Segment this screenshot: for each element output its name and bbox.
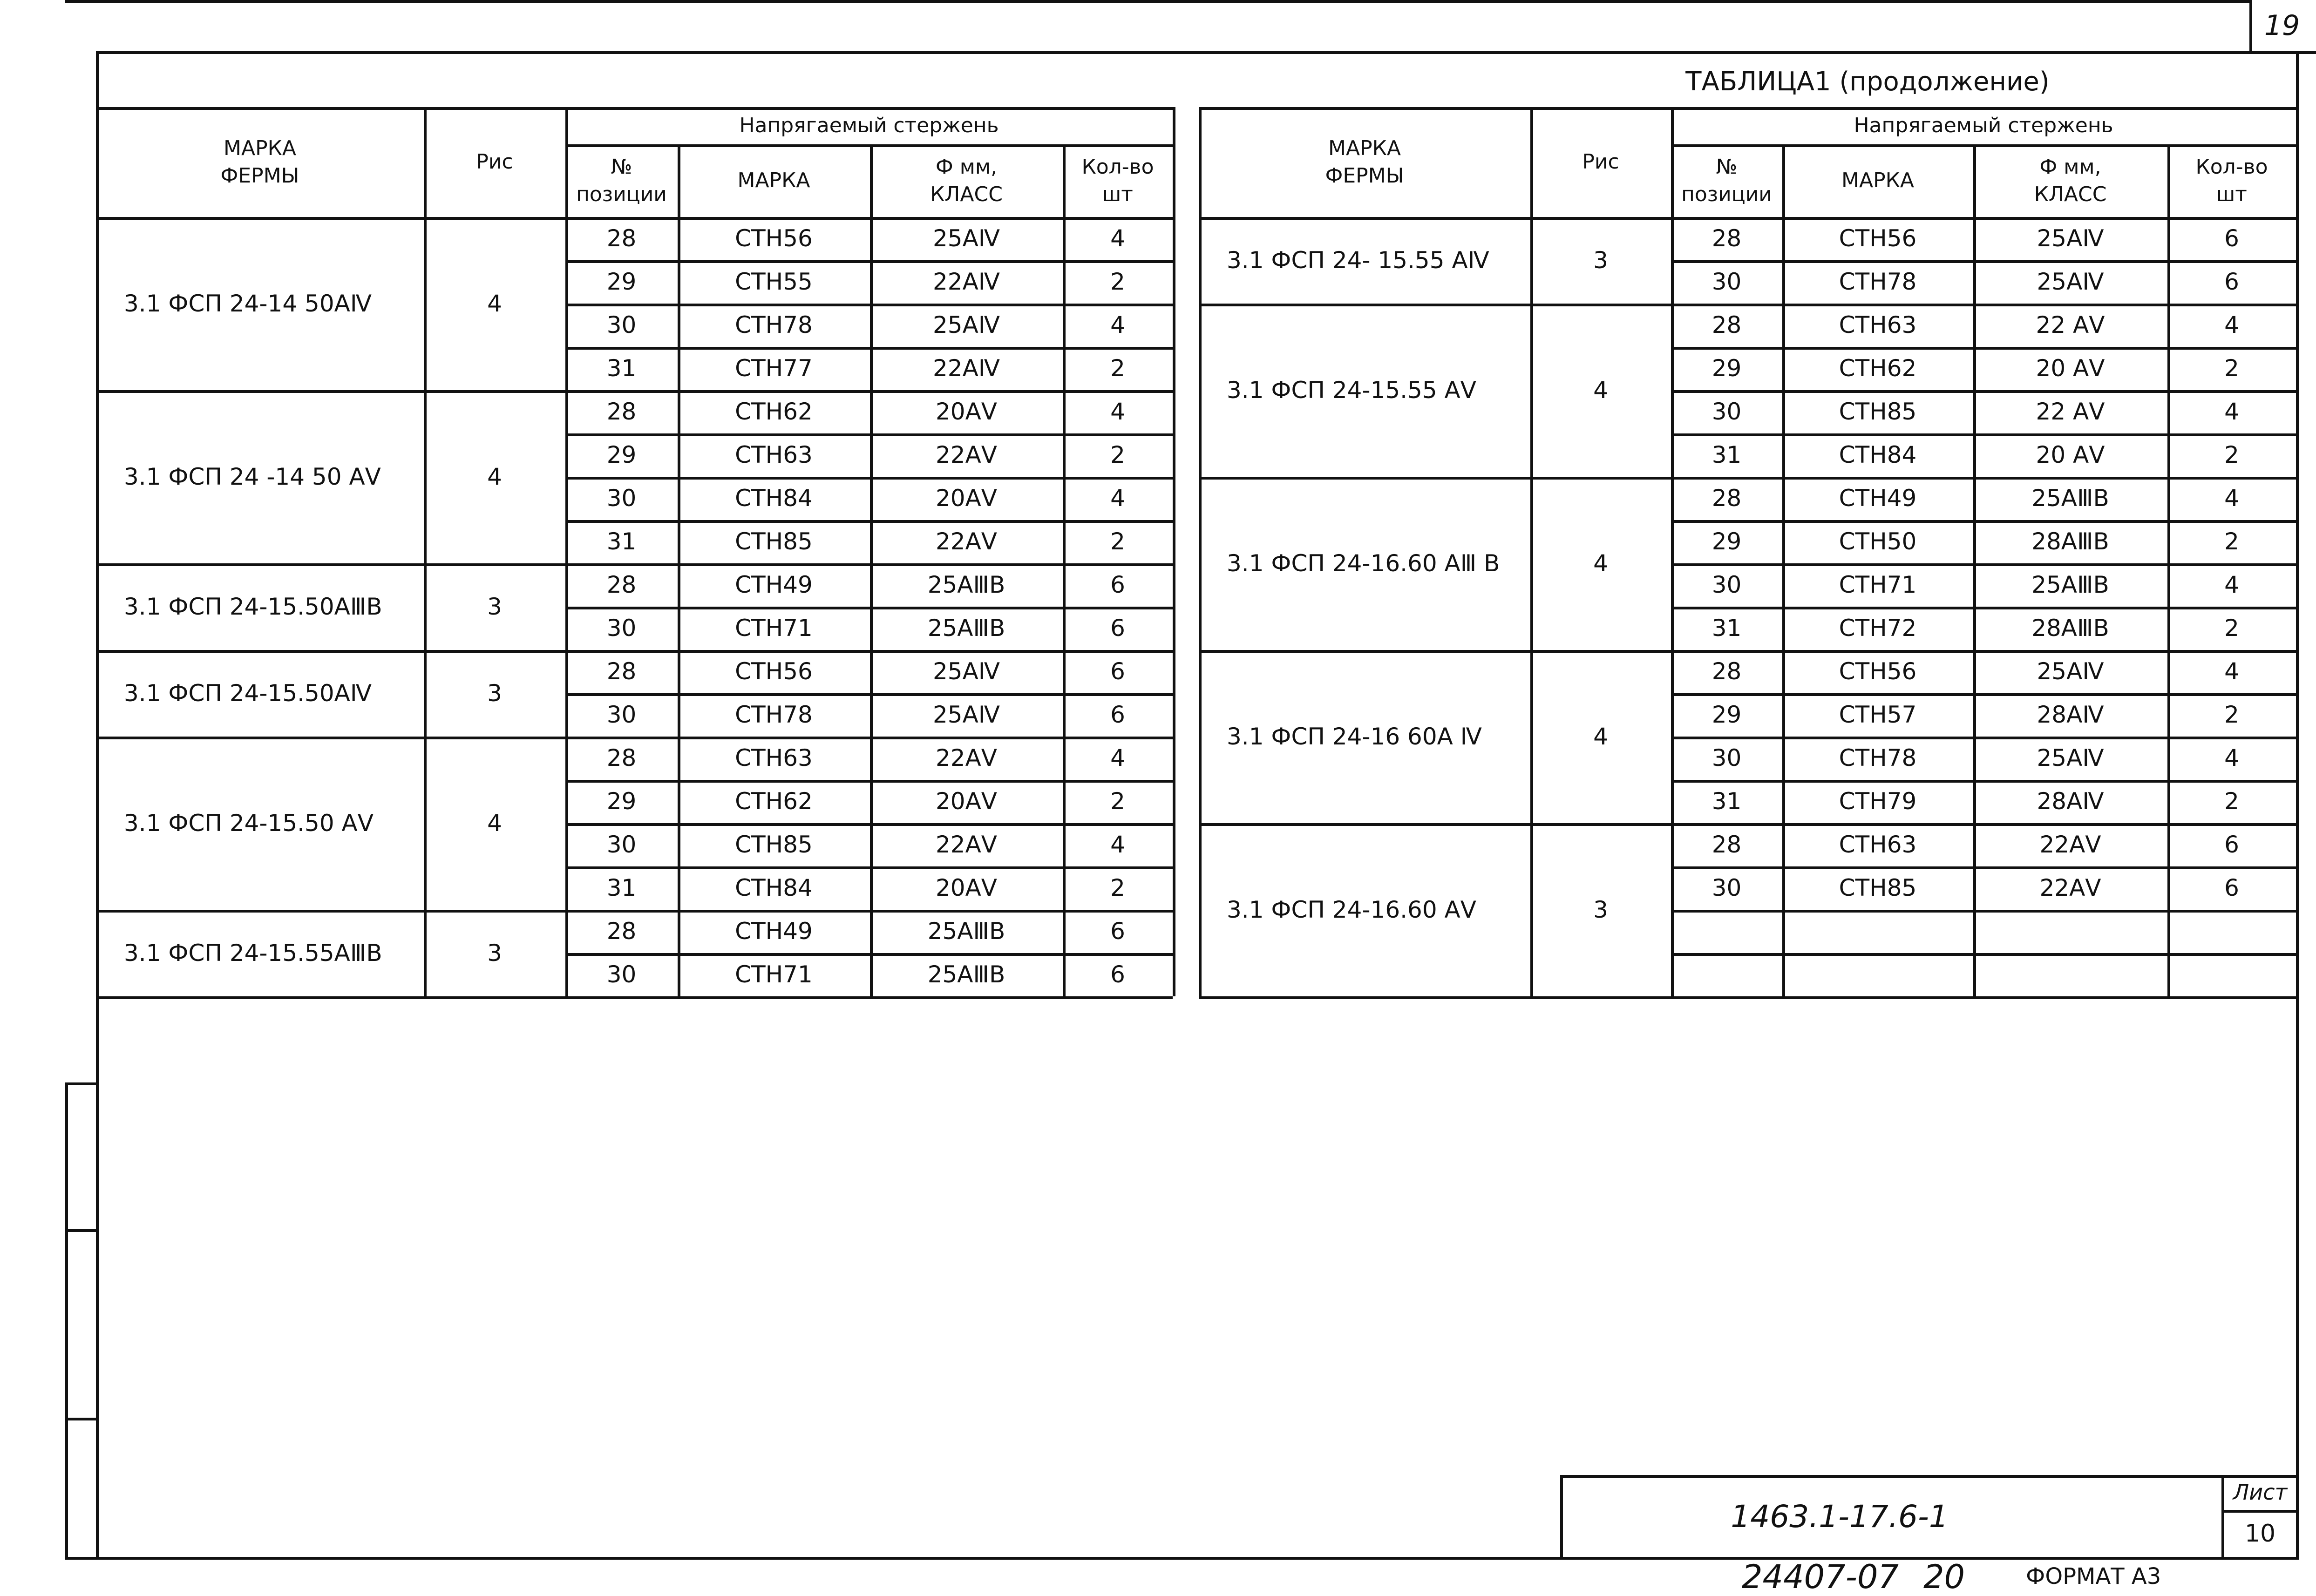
left-table-header-quantity: Кол-во шт	[1081, 155, 1154, 206]
left-table-header-rod-mark: МАРКА	[737, 169, 810, 193]
rod-mark: СТН85	[1839, 874, 1917, 901]
left-table-row-divider	[565, 866, 1173, 869]
quantity: 4	[1110, 831, 1125, 858]
rod-mark: СТН49	[735, 918, 813, 945]
frame-top	[96, 51, 2299, 54]
left-table-header-mark: МАРКА ФЕРМЫ	[220, 136, 299, 188]
rod-mark: СТН50	[1839, 528, 1917, 555]
position-number: 31	[1712, 788, 1742, 815]
diameter-class: 20АⅤ	[935, 874, 998, 901]
quantity: 4	[1110, 485, 1125, 512]
diameter-class: 28АⅢВ	[2031, 615, 2109, 642]
truss-mark: 3.1 ФСП 24- 15.55 АⅣ	[1227, 246, 1489, 274]
diameter-class: 25АⅢВ	[927, 615, 1005, 642]
rod-mark	[1782, 910, 1973, 953]
truss-mark: 3.1 ФСП 24-15.55АⅢВ	[124, 939, 382, 967]
rod-mark: СТН49	[735, 571, 813, 598]
diameter-class: 25АⅣ	[933, 658, 1000, 685]
left-table-row-divider	[565, 953, 1173, 956]
right-table-group-divider	[1199, 650, 2296, 653]
rod-mark: СТН77	[735, 355, 813, 382]
truss-mark: 3.1 ФСП 24-15.50АⅣ	[124, 679, 372, 707]
left-table-row-divider	[565, 520, 1173, 523]
right-table-header-quantity: Кол-во шт	[2195, 155, 2268, 206]
right-table-bottom	[1199, 996, 2296, 999]
right-table-header-diameter: Ф мм, КЛАСС	[2034, 155, 2107, 206]
diameter-class: 25АⅣ	[933, 225, 1000, 252]
rod-mark: СТН49	[1839, 485, 1917, 512]
page-number-box-left	[2249, 0, 2252, 51]
position-number: 28	[606, 918, 637, 945]
right-table-row-divider	[1671, 866, 2296, 869]
quantity: 2	[2224, 355, 2239, 382]
sheet-number: 10	[2244, 1520, 2276, 1548]
right-table-row-divider	[1671, 737, 2296, 739]
diameter-class: 22АⅤ	[935, 744, 998, 771]
position-number: 30	[606, 701, 637, 728]
truss-mark: 3.1 ФСП 24-15.50АⅢВ	[124, 593, 382, 620]
figure-number: 4	[487, 463, 502, 490]
left-table-group-divider	[96, 650, 1173, 653]
diameter-class: 22АⅤ	[2039, 831, 2101, 858]
right-table-row-divider	[1671, 520, 2296, 523]
position-number: 29	[1712, 701, 1742, 728]
diameter-class: 28АⅣ	[2037, 701, 2104, 728]
position-number: 28	[606, 571, 637, 598]
quantity: 2	[1110, 788, 1125, 815]
quantity: 2	[1110, 874, 1125, 901]
right-table-group-divider	[1199, 477, 2296, 480]
quantity: 6	[1110, 658, 1125, 685]
binding-strip-top	[65, 1082, 98, 1085]
position-number: 30	[1712, 398, 1742, 425]
quantity: 6	[1110, 918, 1125, 945]
diameter-class: 22 АⅤ	[2036, 311, 2105, 338]
inventory-suffix: 20	[1923, 1558, 1965, 1596]
quantity: 6	[1110, 701, 1125, 728]
quantity: 2	[1110, 528, 1125, 555]
position-number: 30	[606, 311, 637, 338]
position-number: 28	[606, 225, 637, 252]
left-table-header-diameter: Ф мм, КЛАСС	[930, 155, 1003, 206]
position-number: 30	[1712, 268, 1742, 295]
figure-number: 4	[487, 290, 502, 317]
position-number: 28	[606, 744, 637, 771]
position-number: 28	[1712, 485, 1742, 512]
rod-mark: СТН63	[1839, 831, 1917, 858]
rod-mark: СТН84	[735, 485, 813, 512]
diameter-class: 22АⅤ	[935, 441, 998, 468]
position-number: 30	[606, 831, 637, 858]
quantity: 4	[1110, 311, 1125, 338]
position-number: 29	[1712, 528, 1742, 555]
quantity: 6	[1110, 615, 1125, 642]
diameter-class: 25АⅣ	[933, 701, 1000, 728]
position-number: 28	[1712, 831, 1742, 858]
diameter-class: 25АⅢВ	[927, 961, 1005, 988]
left-table-group-divider	[96, 737, 1173, 739]
diameter-class: 20 АⅤ	[2036, 441, 2105, 468]
right-table-group-divider	[1199, 823, 2296, 826]
diameter-class: 28АⅣ	[2037, 788, 2104, 815]
diameter-class: 25АⅣ	[2037, 658, 2104, 685]
document-code: 1463.1-17.6-1	[1731, 1499, 1949, 1535]
left-table-right	[1173, 107, 1175, 996]
position-number: 31	[1712, 441, 1742, 468]
rod-mark: СТН84	[1839, 441, 1917, 468]
right-table-row-divider	[1671, 347, 2296, 350]
position-number: 28	[1712, 225, 1742, 252]
quantity: 6	[2224, 268, 2239, 295]
position-number: 31	[606, 528, 637, 555]
diameter-class: 25АⅣ	[933, 311, 1000, 338]
rod-mark: СТН63	[1839, 311, 1917, 338]
position-number: 29	[606, 441, 637, 468]
left-table-row-divider	[565, 260, 1173, 263]
page-number: 19	[2264, 9, 2300, 42]
diameter-class: 28АⅢВ	[2031, 528, 2109, 555]
figure-number: 4	[1593, 549, 1608, 577]
right-table-row-divider	[1671, 953, 2296, 956]
quantity: 6	[2224, 874, 2239, 901]
rod-mark: СТН56	[735, 658, 813, 685]
position-number	[1671, 910, 1782, 953]
truss-mark: 3.1 ФСП 24-16.60 АⅢ В	[1227, 549, 1500, 577]
title-block-top	[1560, 1475, 2299, 1478]
quantity: 6	[1110, 961, 1125, 988]
rod-mark: СТН55	[735, 268, 813, 295]
right-table-header-fig: Рис	[1582, 150, 1619, 174]
left-table-group-divider	[96, 910, 1173, 913]
inventory-number: 24407-07	[1742, 1558, 1899, 1596]
left-table-row-divider	[565, 693, 1173, 696]
quantity: 2	[1110, 355, 1125, 382]
right-table-row-divider	[1671, 260, 2296, 263]
quantity: 4	[2224, 658, 2239, 685]
rod-mark: СТН71	[1839, 571, 1917, 598]
rod-mark: СТН72	[1839, 615, 1917, 642]
left-table-header-rod-group: Напрягаемый стержень	[739, 114, 999, 138]
figure-number: 3	[487, 679, 502, 707]
rod-mark: СТН62	[735, 788, 813, 815]
rod-mark: СТН85	[735, 528, 813, 555]
diameter-class: 22 АⅤ	[2036, 398, 2105, 425]
left-table-group-divider	[96, 390, 1173, 393]
truss-mark: 3.1 ФСП 24-14 50АⅣ	[124, 290, 372, 317]
position-number: 28	[1712, 658, 1742, 685]
quantity	[2167, 910, 2296, 953]
quantity: 2	[2224, 701, 2239, 728]
quantity: 2	[2224, 615, 2239, 642]
position-number: 28	[606, 398, 637, 425]
rod-mark: СТН85	[735, 831, 813, 858]
quantity: 4	[2224, 311, 2239, 338]
binding-strip-left	[65, 1082, 68, 1558]
rod-mark: СТН62	[1839, 355, 1917, 382]
rod-mark: СТН78	[735, 701, 813, 728]
rod-mark: СТН56	[1839, 225, 1917, 252]
quantity: 2	[1110, 268, 1125, 295]
title-block-left	[1560, 1475, 1563, 1558]
diameter-class: 22АⅤ	[935, 831, 998, 858]
right-table-row-divider	[1671, 563, 2296, 566]
table-title: ТАБЛИЦА1 (продолжение)	[1685, 67, 2050, 97]
rod-mark	[1782, 953, 1973, 996]
right-table-right	[2296, 107, 2299, 996]
position-number: 28	[606, 658, 637, 685]
right-table-row-divider	[1671, 390, 2296, 393]
position-number: 29	[606, 268, 637, 295]
right-table-row-divider	[1671, 607, 2296, 609]
truss-mark: 3.1 ФСП 24-16.60 АⅤ	[1227, 896, 1476, 923]
rod-mark: СТН78	[735, 311, 813, 338]
position-number: 31	[1712, 615, 1742, 642]
right-table-row-divider	[1671, 780, 2296, 783]
right-table-group-divider	[1199, 304, 2296, 306]
position-number: 30	[1712, 744, 1742, 771]
rod-mark: СТН79	[1839, 788, 1917, 815]
left-table-row-divider	[565, 477, 1173, 480]
position-number: 29	[606, 788, 637, 815]
diameter-class: 22АⅤ	[2039, 874, 2101, 901]
position-number: 30	[606, 615, 637, 642]
diameter-class: 20АⅤ	[935, 788, 998, 815]
quantity: 4	[2224, 571, 2239, 598]
format-label: ФОРМАТ А3	[2026, 1563, 2161, 1589]
position-number: 30	[606, 485, 637, 512]
title-block-sheet-split	[2221, 1510, 2299, 1513]
left-table-row-divider	[565, 347, 1173, 350]
quantity: 4	[2224, 398, 2239, 425]
quantity: 2	[1110, 441, 1125, 468]
position-number: 28	[1712, 311, 1742, 338]
left-table-row-divider	[565, 607, 1173, 609]
rod-mark: СТН57	[1839, 701, 1917, 728]
truss-mark: 3.1 ФСП 24-15.50 АⅤ	[124, 809, 374, 837]
quantity: 2	[2224, 441, 2239, 468]
rod-mark: СТН85	[1839, 398, 1917, 425]
diameter-class: 25АⅣ	[2037, 744, 2104, 771]
truss-mark: 3.1 ФСП 24 -14 50 АⅤ	[124, 463, 381, 490]
rod-mark: СТН56	[1839, 658, 1917, 685]
sheet-label: Лист	[2233, 1480, 2288, 1505]
left-table-header-fig: Рис	[476, 150, 513, 174]
left-table-header-position: № позиции	[576, 155, 667, 206]
binding-strip-mid1	[65, 1229, 98, 1232]
quantity: 6	[1110, 571, 1125, 598]
diameter-class: 25АⅣ	[2037, 268, 2104, 295]
diameter-class: 20 АⅤ	[2036, 355, 2105, 382]
rod-mark: СТН62	[735, 398, 813, 425]
figure-number: 4	[1593, 723, 1608, 750]
position-number: 31	[606, 874, 637, 901]
quantity	[2167, 953, 2296, 996]
diameter-class: 20АⅤ	[935, 485, 998, 512]
right-table-header-rod-group: Напрягаемый стержень	[1854, 114, 2113, 138]
rod-mark: СТН71	[735, 961, 813, 988]
position-number	[1671, 953, 1782, 996]
left-table-row-divider	[565, 780, 1173, 783]
rod-mark: СТН78	[1839, 268, 1917, 295]
figure-number: 4	[1593, 376, 1608, 404]
diameter-class: 22АⅤ	[935, 528, 998, 555]
left-table-row-divider	[565, 823, 1173, 826]
right-table-header-mark: МАРКА ФЕРМЫ	[1325, 136, 1404, 188]
diameter-class: 25АⅢВ	[927, 918, 1005, 945]
right-table-row-divider	[1671, 910, 2296, 913]
diameter-class: 20АⅤ	[935, 398, 998, 425]
truss-mark: 3.1 ФСП 24-15.55 АⅤ	[1227, 376, 1476, 404]
rod-mark: СТН71	[735, 615, 813, 642]
diameter-class: 22АⅣ	[933, 268, 1000, 295]
figure-number: 3	[1593, 896, 1608, 923]
binding-strip-mid2	[65, 1418, 98, 1420]
right-table-row-divider	[1671, 433, 2296, 436]
quantity: 4	[2224, 744, 2239, 771]
rod-mark: СТН78	[1839, 744, 1917, 771]
figure-number: 3	[487, 593, 502, 620]
figure-number: 4	[487, 809, 502, 837]
diameter-class: 22АⅣ	[933, 355, 1000, 382]
position-number: 30	[1712, 874, 1742, 901]
quantity: 4	[2224, 485, 2239, 512]
left-table-row-divider	[565, 304, 1173, 306]
quantity: 4	[1110, 744, 1125, 771]
position-number: 31	[606, 355, 637, 382]
right-table-row-divider	[1671, 693, 2296, 696]
diameter-class: 25АⅣ	[2037, 225, 2104, 252]
position-number: 30	[606, 961, 637, 988]
left-table-bottom	[96, 996, 1173, 999]
diameter-class	[1973, 910, 2167, 953]
figure-number: 3	[1593, 246, 1608, 274]
position-number: 29	[1712, 355, 1742, 382]
rod-mark: СТН63	[735, 744, 813, 771]
quantity: 4	[1110, 398, 1125, 425]
quantity: 2	[2224, 788, 2239, 815]
quantity: 6	[2224, 225, 2239, 252]
diameter-class: 25АⅢВ	[2031, 571, 2109, 598]
diameter-class	[1973, 953, 2167, 996]
diameter-class: 25АⅢВ	[927, 571, 1005, 598]
quantity: 6	[2224, 831, 2239, 858]
rod-mark: СТН63	[735, 441, 813, 468]
left-table-row-divider	[565, 433, 1173, 436]
rod-mark: СТН56	[735, 225, 813, 252]
truss-mark: 3.1 ФСП 24-16 60А Ⅳ	[1227, 723, 1482, 750]
diameter-class: 25АⅢВ	[2031, 485, 2109, 512]
quantity: 4	[1110, 225, 1125, 252]
figure-number: 3	[487, 939, 502, 967]
right-table-header-rod-mark: МАРКА	[1841, 169, 1914, 193]
rod-mark: СТН84	[735, 874, 813, 901]
right-table-header-position: № позиции	[1681, 155, 1772, 206]
position-number: 30	[1712, 571, 1742, 598]
quantity: 2	[2224, 528, 2239, 555]
sheet-top-border	[65, 0, 2249, 3]
left-table-group-divider	[96, 563, 1173, 566]
